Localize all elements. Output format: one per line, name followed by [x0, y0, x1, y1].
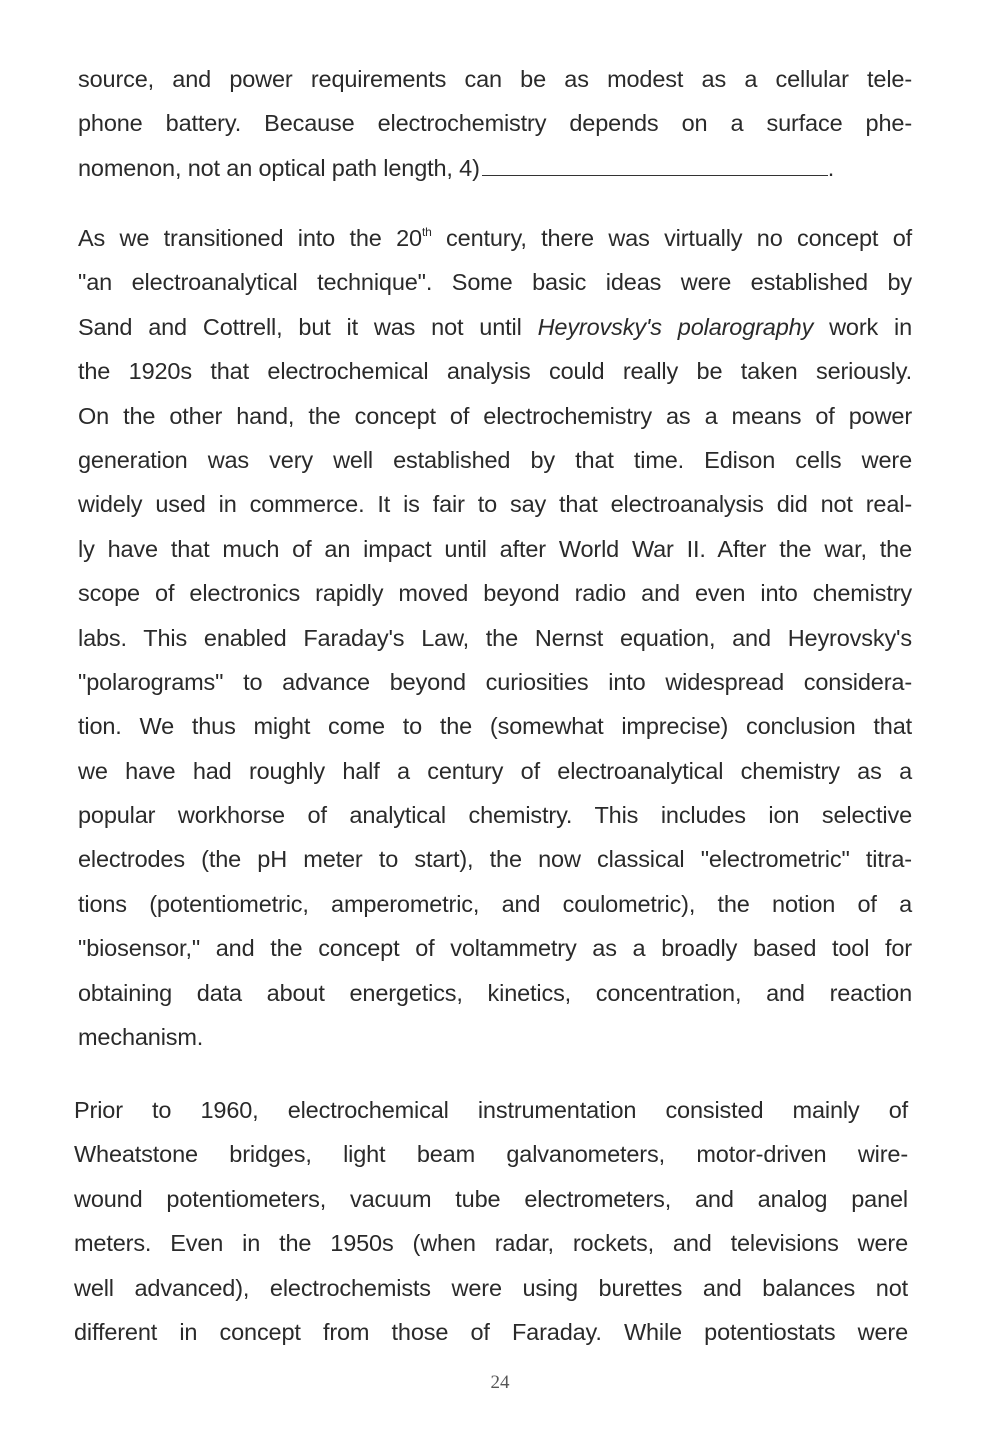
text-line: well advanced), electrochemists were using burettes and balances not [74, 1274, 908, 1301]
text-segment: Sand and Cottrell, but it was not until [78, 313, 538, 340]
text-line: source, and power requirements can be as modest as a cellular tele- [78, 66, 912, 92]
text-line: "biosensor," and the concept of voltammetry as a broadly based tool for [78, 935, 912, 962]
italic-term: Heyrovsky's polarography [537, 313, 814, 340]
text-line: Prior to 1960, electrochemical instrumentation consisted mainly of [74, 1097, 908, 1123]
blank-trailer: . [827, 154, 835, 181]
text-segment: century, there was virtually no concept of [431, 225, 912, 251]
text-line: we have had roughly half a century of electroanalytical chemistry as a [78, 757, 912, 784]
text-line: phone battery. Because electrochemistry depends on a surface phe- [78, 110, 912, 137]
page-number: 24 [490, 1372, 510, 1393]
text-line: the 1920s that electrochemical analysis could really be taken seriously. [78, 358, 912, 385]
text-line: electrodes (the pH meter to start), the now classical "electrometric" titra- [78, 846, 912, 873]
text-line: different in concept from those of Faraday. While potentiostats were [74, 1318, 908, 1345]
text-line: ly have that much of an impact until after World War II. After the war, the [78, 535, 912, 562]
text-line [78, 146, 912, 190]
superscript: th [421, 225, 432, 239]
text-line-content: nomenon, not an optical path length, 4) [78, 154, 480, 181]
text-line: popular workhorse of analytical chemistry. This includes ion selective [78, 802, 912, 829]
text-line: tion. We thus might come to the (somewhat imprecise) conclusion that [78, 713, 912, 740]
text-line: mechanism. [78, 1024, 204, 1051]
text-line: tions (potentiometric, amperometric, and coulometric), the notion of a [78, 890, 912, 917]
text-line: wound potentiometers, vacuum tube electrometers, and analog panel [74, 1185, 908, 1212]
text-line: obtaining data about energetics, kinetics, concentration, and reaction [78, 979, 912, 1006]
text-line: On the other hand, the concept of electrochemistry as a means of power [78, 402, 912, 429]
text-line: "an electroanalytical technique". Some basic ideas were established by [78, 269, 912, 296]
paragraph-3 [74, 1088, 908, 1354]
paragraph-2 [78, 216, 912, 1059]
fill-in-blank [482, 151, 828, 176]
text-line: widely used in commerce. It is fair to say that electroanalysis did not real- [78, 491, 912, 518]
text-segment: work in [813, 313, 913, 340]
text-line: meters. Even in the 1950s (when radar, rockets, and televisions were [74, 1230, 908, 1257]
text-line: "polarograms" to advance beyond curiosities into widespread considera- [78, 668, 912, 695]
text-line: scope of electronics rapidly moved beyond radio and even into chemistry [78, 580, 912, 607]
text-line: Wheatstone bridges, light beam galvanometers, motor-driven wire- [74, 1141, 908, 1168]
text-line: generation was very well established by that time. Edison cells were [78, 446, 912, 473]
text-segment: As we transitioned into the 20 [78, 225, 422, 251]
text-line [78, 216, 912, 260]
text-line: labs. This enabled Faraday's Law, the Nernst equation, and Heyrovsky's [78, 624, 912, 651]
text-line [78, 305, 912, 349]
paragraph-1 [78, 57, 912, 190]
